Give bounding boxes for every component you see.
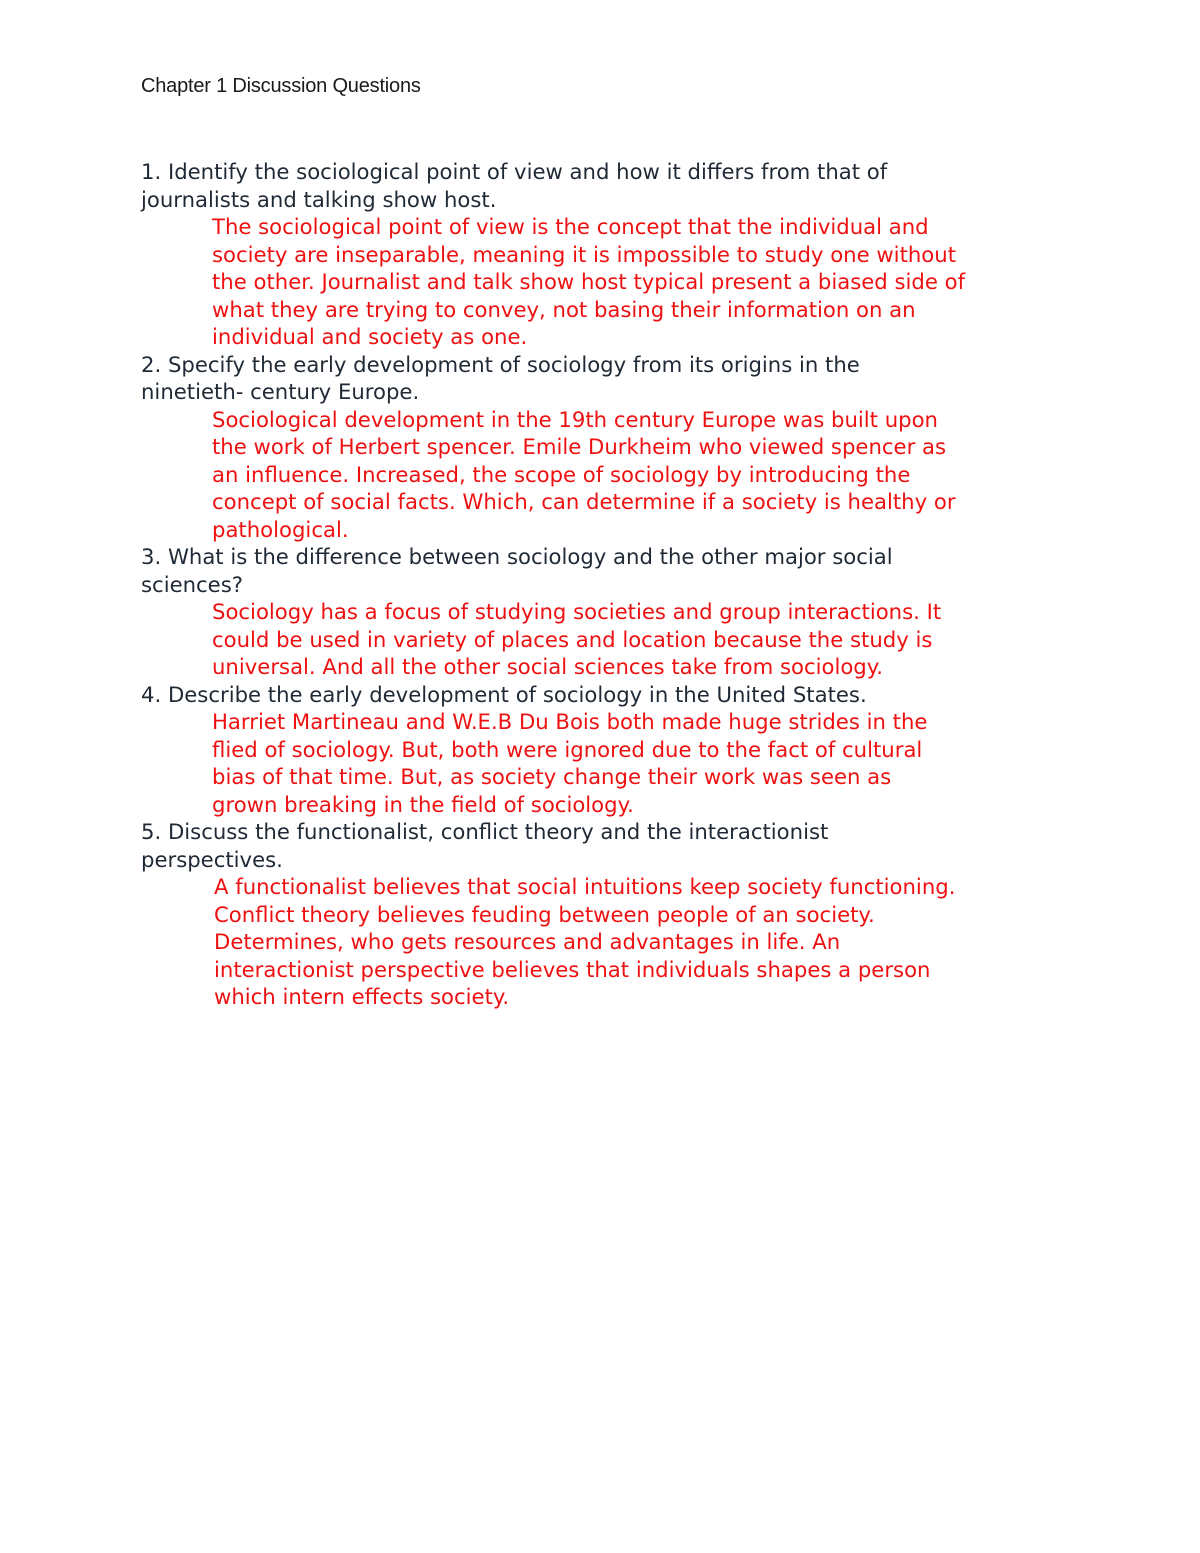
- question-4: [141, 681, 1071, 709]
- answer-line: flied of sociology. But, both were ignored due to the fact of cultural: [212, 736, 923, 762]
- answer-2: [212, 406, 1072, 544]
- question-line: sciences?: [141, 571, 244, 597]
- answer-line: Harriet Martineau and W.E.B Du Bois both made huge strides in the: [212, 709, 928, 734]
- answer-line: bias of that time. But, as society change their work was seen as: [212, 764, 892, 789]
- answer-line: society are inseparable, meaning it is impossible to study one without: [212, 241, 957, 267]
- answer-line: the other. Journalist and talk show host typical present a biased side of: [212, 269, 966, 294]
- question-line: 3. What is the difference between sociology and the other major social: [141, 544, 893, 569]
- question-line: 5. Discuss the functionalist, conflict theory and the interactionist: [141, 819, 829, 844]
- answer-line: the work of Herbert spencer. Emile Durkheim who viewed spencer as: [212, 434, 947, 459]
- answer-line: Sociological development in the 19th century Europe was built upon: [212, 406, 938, 432]
- answer-3: [212, 598, 1072, 681]
- answer-line: pathological.: [212, 516, 349, 542]
- answer-line: Sociology has a focus of studying societies and group interactions. It: [212, 599, 942, 624]
- answer-line: universal. And all the other social sciences take from sociology.: [212, 654, 883, 679]
- answer-line: which intern effects society.: [214, 984, 510, 1009]
- answer-5: [214, 873, 1074, 1011]
- question-1: [141, 158, 1071, 213]
- document-title: Chapter 1 Discussion Questions: [141, 75, 421, 97]
- answer-line: interactionist perspective believes that individuals shapes a person: [214, 956, 931, 982]
- question-line: perspectives.: [141, 846, 283, 872]
- answer-line: what they are trying to convey, not basing their information on an: [212, 296, 916, 322]
- answer-1: [212, 213, 1072, 351]
- answer-line: concept of social facts. Which, can determine if a society is healthy or: [212, 489, 956, 514]
- answer-line: Determines, who gets resources and advantages in life. An: [214, 929, 841, 954]
- question-line: 4. Describe the early development of sociology in the United States.: [141, 681, 867, 707]
- question-answer-list: [141, 158, 1071, 1011]
- question-line: 2. Specify the early development of sociology from its origins in the: [141, 351, 860, 377]
- question-3: [141, 543, 1071, 598]
- answer-line: Conflict theory believes feuding between people of an society.: [214, 901, 875, 927]
- question-line: ninetieth- century Europe.: [141, 379, 420, 404]
- answer-line: an influence. Increased, the scope of sociology by introducing the: [212, 461, 911, 487]
- question-line: journalists and talking show host.: [141, 186, 497, 212]
- answer-4: [212, 708, 1072, 818]
- answer-line: could be used in variety of places and location because the study is: [212, 626, 933, 652]
- answer-line: A functionalist believes that social intuitions keep society functioning.: [214, 874, 956, 899]
- question-line: 1. Identify the sociological point of view and how it differs from that of: [141, 159, 888, 184]
- question-2: [141, 351, 1071, 406]
- question-5: [141, 818, 1071, 873]
- answer-line: individual and society as one.: [212, 324, 528, 349]
- answer-line: grown breaking in the field of sociology.: [212, 791, 634, 817]
- answer-line: The sociological point of view is the concept that the individual and: [212, 214, 929, 239]
